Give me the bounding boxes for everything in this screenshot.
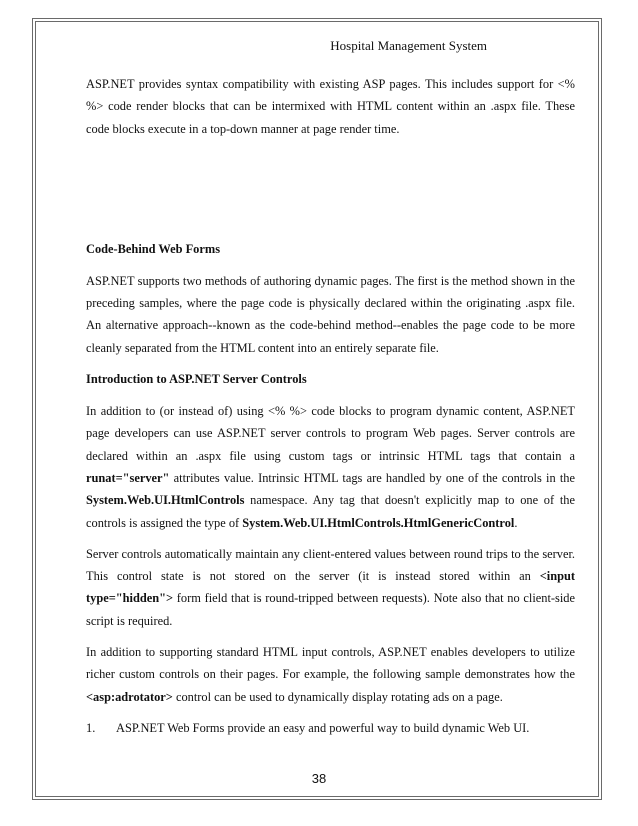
paragraph-custom-controls <box>86 641 575 708</box>
paragraph-server-controls <box>86 400 575 534</box>
page-number: 38 <box>311 771 327 786</box>
blank-gap <box>86 140 575 238</box>
document-body <box>86 73 575 739</box>
paragraph-control-state <box>86 543 575 632</box>
heading-code-behind: Code-Behind Web Forms <box>86 241 221 256</box>
paragraph-asp-compat: ASP.NET provides syntax compatibility with existing ASP pages. This includes support for <% %> code render blocks that can be intermixed with HTML content within an .aspx file. These code blocks execute in a top-down manner at page render time. <box>86 77 575 136</box>
text-run: In addition to supporting standard HTML input controls, ASP.NET enables developers to utilize richer custom controls on their pages. For example, the following sample demonstrates how the <box>86 645 575 682</box>
text-run: namespace. Any tag that doesn't explicitly map to one of the controls is assigned the type of <box>86 493 575 530</box>
text-run: . <box>514 515 518 530</box>
list-text: ASP.NET Web Forms provide an easy and powerful way to build dynamic Web UI. <box>116 720 530 735</box>
text-run: Server controls automatically maintain any client-entered values between round trips to the server. This control state is not stored on the server (it is instead stored within an <box>86 546 575 584</box>
bold-htmlgenericcontrol: System.Web.UI.HtmlControls.HtmlGenericControl <box>242 515 515 530</box>
list-number: 1. <box>86 720 96 735</box>
bold-input-hidden: <input type="hidden"> <box>86 569 575 606</box>
heading-server-controls: Introduction to ASP.NET Server Controls <box>86 372 307 387</box>
text-run: form field that is round-tripped between requests). Note also that no client-side script is required. <box>86 591 575 628</box>
running-header: Hospital Management System <box>330 38 487 53</box>
text-run: In addition to (or instead of) using <% %> code blocks to program dynamic content, ASP.NET page developers can use ASP.NET server controls to program Web pages. Server controls are declared within an .aspx file using custom tags or intrinsic HTML tags that contain a <box>86 404 575 463</box>
paragraph-code-behind: ASP.NET supports two methods of authoring dynamic pages. The first is the method shown in the preceding samples, where the page code is physically declared within the originating .aspx file. An alternative approach--known as the code-behind method--enables the page code to be more cleanly separated from the HTML content into an entirely separate file. <box>86 273 575 355</box>
text-run: control can be used to dynamically display rotating ads on a page. <box>172 689 503 704</box>
bold-htmlcontrols: System.Web.UI.HtmlControls <box>86 493 245 508</box>
bold-runat: runat="server" <box>86 470 170 485</box>
bold-adrotator: <asp:adrotator> <box>86 689 173 704</box>
text-run: attributes value. Intrinsic HTML tags are handled by one of the controls in the <box>169 470 575 485</box>
list-item <box>86 717 575 739</box>
